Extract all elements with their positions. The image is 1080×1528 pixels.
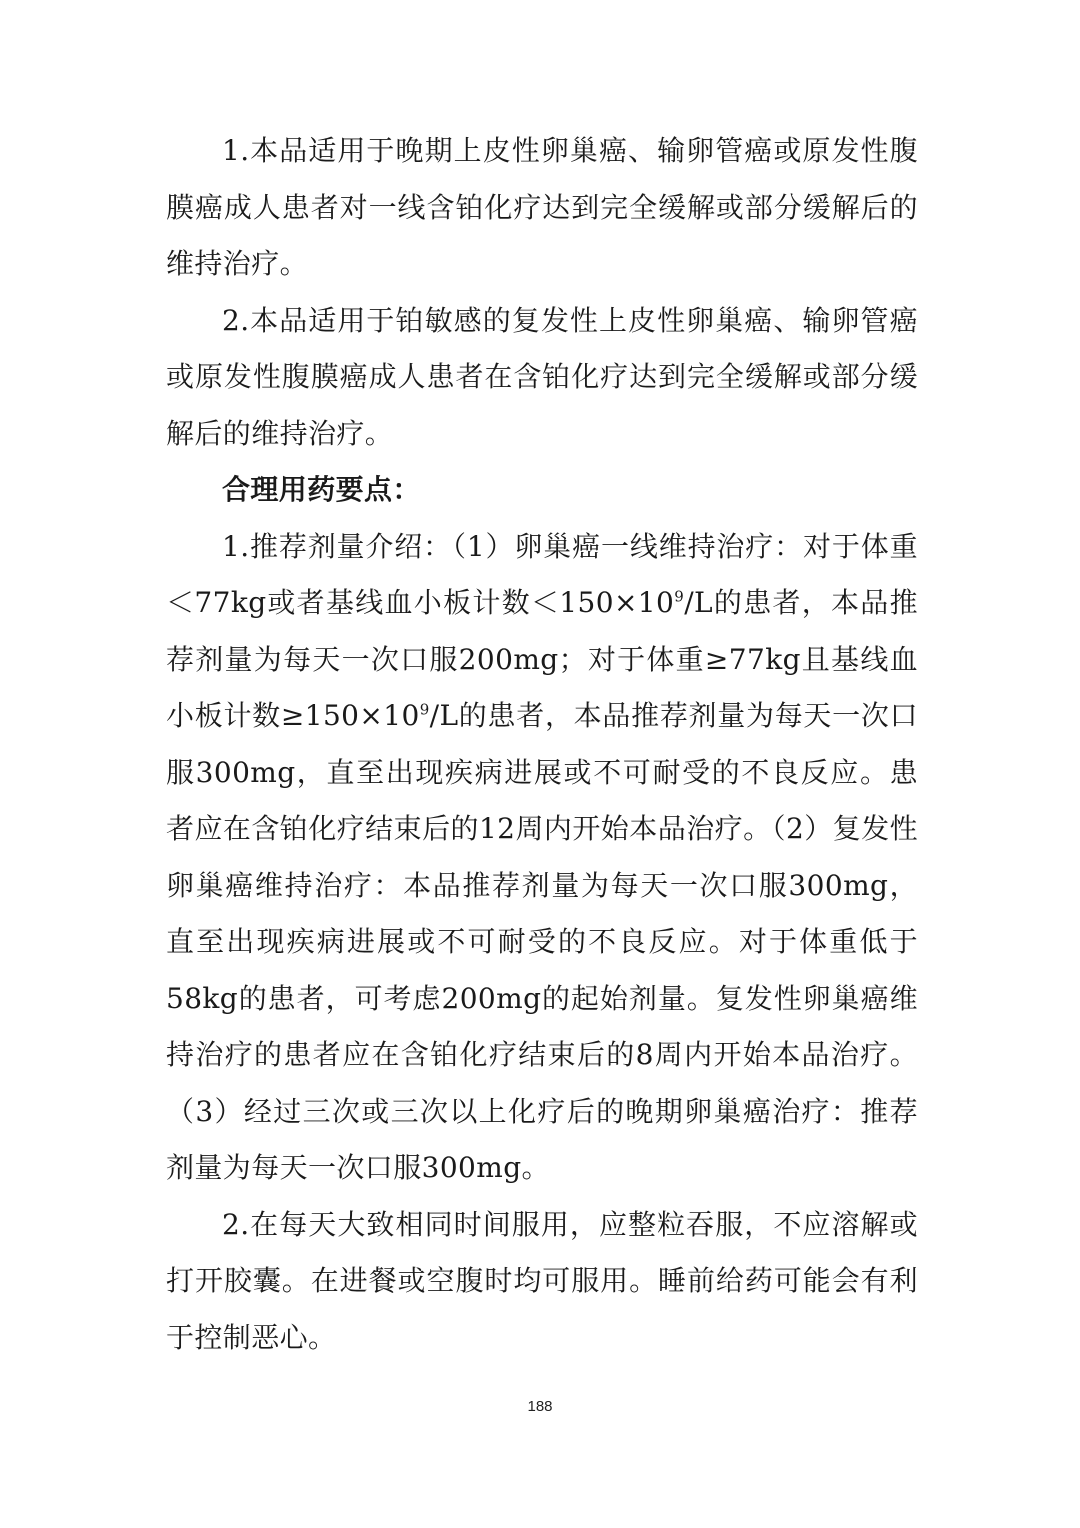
administration-paragraph: 2.在每天大致相同时间服用，应整粒吞服，不应溶解或打开胶囊。在进餐或空腹时均可服用。睡前给药可能会有利于控制恶心。 [166, 1207, 918, 1354]
indication-item-2: 2.本品适用于铂敏感的复发性上皮性卵巢癌、输卵管癌或原发性腹膜癌成人患者在含铂化疗达到完全缓解或部分缓解后的维持治疗。 [166, 303, 918, 450]
dosage-text-part-a: 1.推荐剂量介绍：（1）卵巢癌一线维持治疗：对于体重＜77kg或者基线血小板计数＜150×10 [166, 529, 918, 619]
page-number: 188 [527, 1398, 553, 1415]
exponent-superscript: 9 [419, 700, 430, 719]
exponent-superscript: 9 [674, 587, 685, 606]
dosage-paragraph [166, 519, 918, 1197]
indication-item-1: 1.本品适用于晚期上皮性卵巢癌、输卵管癌或原发性腹膜癌成人患者对一线含铂化疗达到完全缓解或部分缓解后的维持治疗。 [166, 134, 918, 280]
page-body [166, 123, 918, 1366]
dosage-text-part-b: /L的患者，本品推荐剂量为每天一次口服200mg；对于体重≥77kg且基线血小板计数≥150×10 [166, 586, 918, 732]
dosage-text-part-c: /L的患者，本品推荐剂量为每天一次口服300mg，直至出现疾病进展或不可耐受的不良反应。患者应在含铂化疗结束后的12周内开始本品治疗。（2）复发性卵巢癌维持治疗：本品推荐剂量为每天一次口服300mg，直至出现疾病进展或不可耐受的不良反应。对于体重低于58kg的患者，可考虑200mg的起始剂量。复发性卵巢癌维持治疗的患者应在含铂化疗结束后的8周内开始本品治疗。（3）经过三次或三次以上化疗后的晚期卵巢癌治疗：推荐剂量为每天一次口服300mg。 [166, 699, 918, 1184]
rational-use-heading: 合理用药要点： [222, 473, 421, 506]
